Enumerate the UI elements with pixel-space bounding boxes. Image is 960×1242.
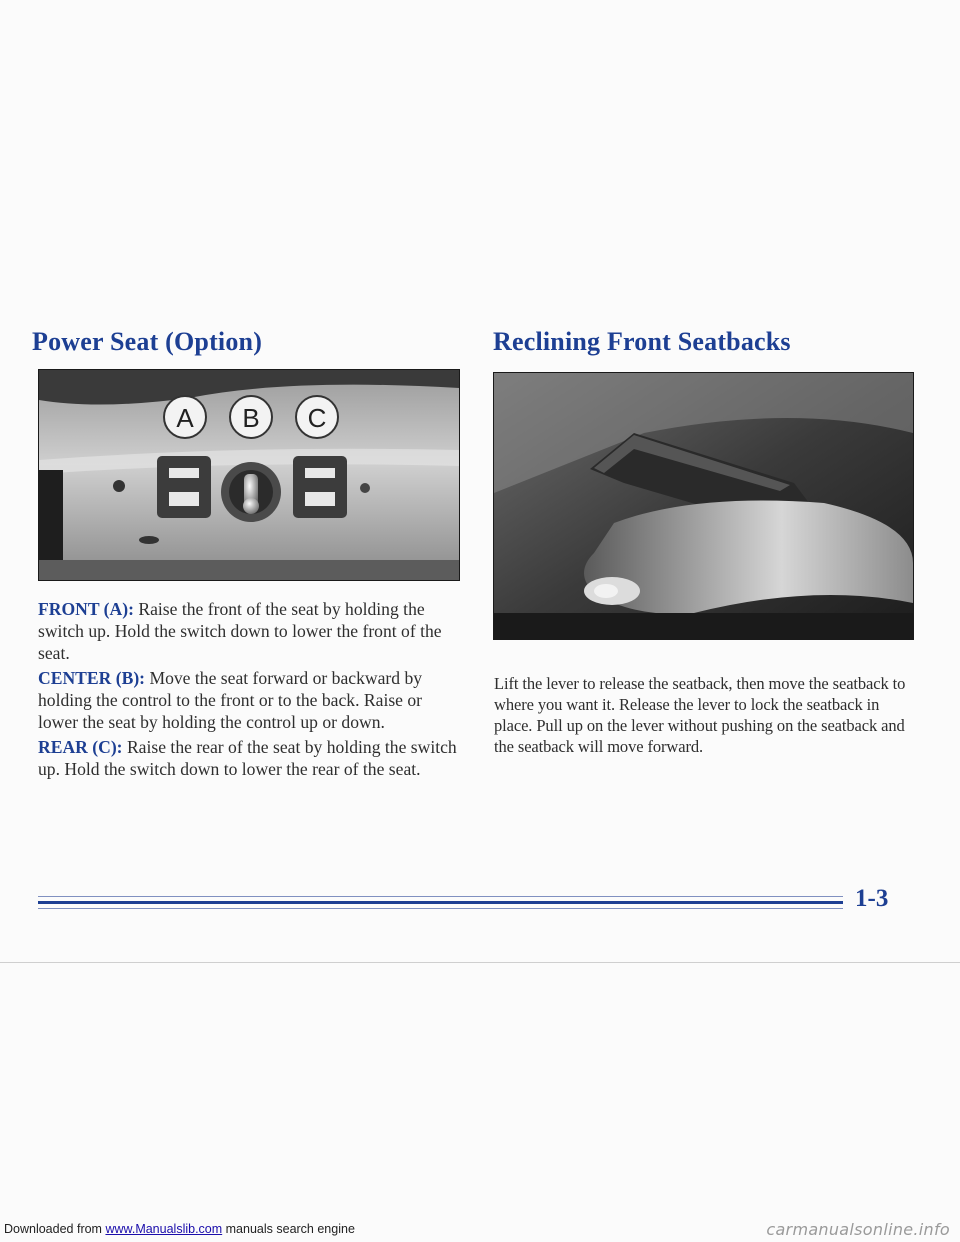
- seatback-lever-photo: [493, 372, 914, 640]
- center-label: CENTER (B):: [38, 668, 146, 688]
- power-seat-switch-photo: [38, 369, 460, 581]
- divider-rule: [38, 908, 843, 909]
- manualslib-link[interactable]: www.Manualslib.com: [105, 1222, 223, 1236]
- footer-prefix: Downloaded from: [4, 1222, 106, 1236]
- rear-description: [38, 736, 458, 780]
- divider-rule: [38, 896, 843, 897]
- reclining-seatbacks-heading: Reclining Front Seatbacks: [493, 327, 791, 356]
- download-footer: [4, 1222, 355, 1236]
- divider-rule: [38, 901, 843, 904]
- watermark-text: carmanualsonline.info: [766, 1220, 950, 1239]
- reclining-description: Lift the lever to release the seatback, then move the seatback to where you want it. Release the lever to lock the seatback in place. Pull up on the lever without pushing on the seatback and the seatback will move forward.: [494, 674, 906, 756]
- rear-text: Raise the rear of the seat by holding the switch up. Hold the switch down to lower the rear of the seat.: [38, 737, 457, 779]
- rear-label: REAR (C):: [38, 737, 123, 757]
- front-label: FRONT (A):: [38, 599, 134, 619]
- label-c: C: [307, 403, 327, 433]
- center-text: Move the seat forward or backward by holding the control to the front or to the back. Raise or lower the seat by holding the control up or down.: [38, 668, 423, 732]
- page-number: 1-3: [855, 885, 889, 912]
- power-seat-heading: Power Seat (Option): [32, 327, 263, 356]
- front-text: Raise the front of the seat by holding the switch up. Hold the switch down to lower the front of the seat.: [38, 599, 442, 663]
- page-edge-line: [0, 962, 960, 963]
- label-b: B: [242, 403, 260, 433]
- front-description: [38, 598, 458, 664]
- center-description: [38, 667, 458, 733]
- footer-suffix: manuals search engine: [222, 1222, 355, 1236]
- label-a: A: [176, 403, 194, 433]
